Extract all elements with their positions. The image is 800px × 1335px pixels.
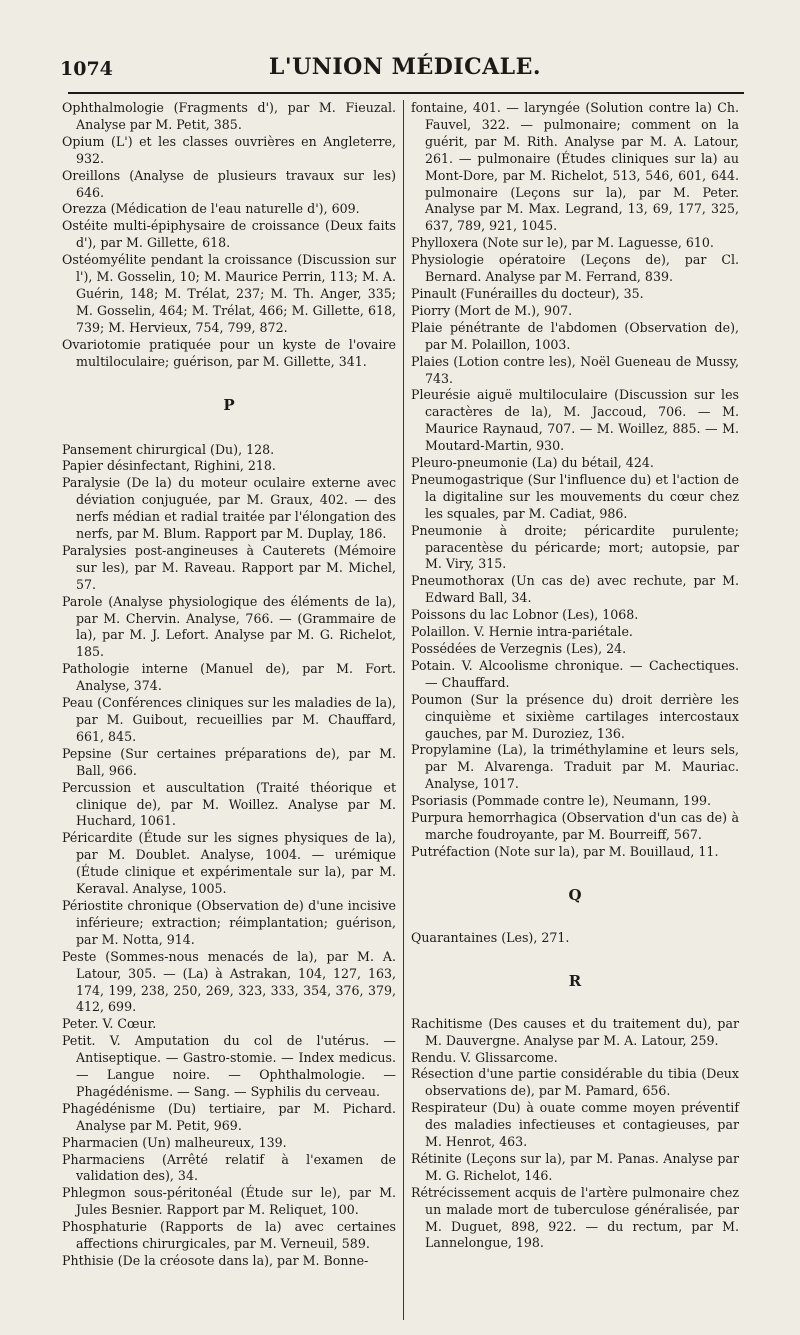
index-entry: Pathologie interne (Manuel de), par M. Fort. Analyse, 374. (62, 661, 396, 694)
index-entry: Potain. V. Alcoolisme chronique. — Cachectiques. — Chauffard. (411, 657, 739, 690)
index-entry: Pneumogastrique (Sur l'influence du) et l'action de la digitaline sur les mouvements du cœur chez les squales, par M. Cadiat, 986. (411, 471, 739, 521)
index-entry: Rétinite (Leçons sur la), par M. Panas. Analyse par M. G. Richelot, 146. (411, 1150, 739, 1183)
index-entry: Possédées de Verzegnis (Les), 24. (411, 641, 627, 656)
page-header (60, 52, 750, 88)
index-entry: Phosphaturie (Rapports de la) avec certaines affections chirurgicales, par M. Verneuil, 589. (62, 1219, 396, 1252)
index-entry: Pleuro-pneumonie (La) du bétail, 424. (411, 455, 654, 471)
index-entry: Pleurésie aiguë multiloculaire (Discussion sur les caractères de la), M. Jaccoud, 706. — M. Maurice Raynaud, 707. — M. Woillez, 885. — M. Moutard-Martin, 930. (411, 387, 739, 454)
section-letter-p: P (223, 395, 235, 414)
index-entry: Ostéomyélite pendant la croissance (Discussion sur l'), M. Gosselin, 10; M. Maurice Perrin, 113; M. A. Guérin, 148; M. Trélat, 237; M. Th. Anger, 335; M. Gosselin, 464; M. Trélat, 466; M. Gillette, 618, 739; M. Hervieux, 754, 799, 872. (62, 252, 396, 335)
index-entry: Rétrécissement acquis de l'artère pulmonaire chez un malade mort de tuberculose généralisée, par M. Duguet, 898, 922. — du rectum, par M. Lannelongue, 198. (411, 1184, 739, 1251)
index-entry: Piorry (Mort de M.), 907. (411, 302, 573, 318)
index-entry: Pansement chirurgical (Du), 128. (62, 441, 275, 457)
index-entry: Péricardite (Étude sur les signes physiques de la), par M. Doublet. Analyse, 1004. — urémique (Étude clinique et expérimentale sur la), par M. Keraval. Analyse, 1005. (62, 830, 396, 897)
index-entry: Poumon (Sur la présence du) droit derrière les cinquième et sixième cartilages intercostaux gauches, par M. Duroziez, 136. (411, 691, 739, 741)
index-entry: Résection d'une partie considérable du tibia (Deux observations de), par M. Pamard, 656. (411, 1066, 739, 1099)
index-entry: Propylamine (La), la triméthylamine et leurs sels, par M. Alvarenga. Traduit par M. Mauriac. Analyse, 1017. (411, 742, 739, 792)
right-column (411, 100, 739, 1252)
index-entry: Parole (Analyse physiologique des éléments de la), par M. Chervin. Analyse, 766. — (Grammaire de la), par M. J. Lefort. Analyse par M. G. Richelot, 185. (62, 593, 396, 660)
section-p-continued-entries (411, 100, 739, 861)
index-entry: Rachitisme (Des causes et du traitement du), par M. Dauvergne. Analyse par M. A. Latour, 259. (411, 1015, 739, 1048)
index-entry: Peter. V. Cœur. (62, 1016, 157, 1032)
index-entry: Psoriasis (Pommade contre le), Neumann, 199. (411, 793, 712, 809)
index-entry: Pinault (Funérailles du docteur), 35. (411, 285, 644, 301)
section-p-entries (62, 442, 396, 1270)
index-entry: Ophthalmologie (Fragments d'), par M. Fieuzal. Analyse par M. Petit, 385. (62, 100, 396, 132)
index-entry: Pepsine (Sur certaines préparations de), par M. Ball, 966. (62, 745, 396, 778)
index-entry: Quarantaines (Les), 271. (411, 929, 570, 945)
index-entry: Périostite chronique (Observation de) d'une incisive inférieure; extraction; réimplantation; guérison, par M. Notta, 914. (62, 897, 396, 947)
index-entry: Paralysies post-angineuses à Cauterets (Mémoire sur les), par M. Raveau. Rapport par M. Michel, 57. (62, 542, 396, 592)
index-entry: Poissons du lac Lobnor (Les), 1068. (411, 607, 639, 623)
index-entry: Respirateur (Du) à ouate comme moyen préventif des maladies infectieuses et contagieuses, par M. Henrot, 463. (411, 1100, 739, 1150)
index-entry: Plaie pénétrante de l'abdomen (Observation de), par M. Polaillon, 1003. (411, 319, 739, 352)
index-entry: Purpura hemorrhagica (Observation d'un cas de) à marche foudroyante, par M. Bourreiff, 567. (411, 810, 739, 842)
index-entry: Pneumonie à droite; péricardite purulente; paracentèse du péricarde; mort; autopsie, par M. Viry, 315. (411, 522, 739, 572)
index-entry: Pharmaciens (Arrêté relatif à l'examen de validation des), 34. (62, 1151, 396, 1184)
index-entry: Paralysie (De la) du moteur oculaire externe avec déviation conjuguée, par M. Graux, 402. — des nerfs médian et radial traitée par l'élongation des nerfs, par M. Blum. Rapport par M. Duplay, 186. (62, 475, 396, 542)
left-column (62, 100, 396, 1270)
index-entry: Phlegmon sous-péritonéal (Étude sur le), par M. Jules Besnier. Rapport par M. Reliquet, 100. (62, 1185, 396, 1218)
index-entry: Peau (Conférences cliniques sur les maladies de la), par M. Guibout, recueillies par M. Chauffard, 661, 845. (62, 695, 396, 744)
index-entry: Pneumothorax (Un cas de) avec rechute, par M. Edward Ball, 34. (411, 573, 739, 606)
page-number: 1074 (60, 58, 113, 80)
column-divider (403, 100, 404, 1320)
section-letter-r: R (568, 971, 582, 990)
index-entry: Orezza (Médication de l'eau naturelle d'), 609. (62, 201, 360, 217)
index-entry: Ostéite multi-épiphysaire de croissance (Deux faits d'), par M. Gillette, 618. (62, 218, 396, 251)
header-rule (68, 92, 744, 94)
section-q-entries (411, 930, 739, 947)
index-entry: Plaies (Lotion contre les), Noël Gueneau de Mussy, 743. (411, 353, 739, 386)
index-entry: Papier désinfectant, Righini, 218. (62, 458, 276, 474)
index-entry: Petit. V. Amputation du col de l'utérus. — Antiseptique. — Gastro-stomie. — Index medicus. — Langue noire. — Ophthalmologie. — Phagédénisme. — Sang. — Syphilis du cerveau. (62, 1033, 396, 1099)
index-entry: Phagédénisme (Du) tertiaire, par M. Pichard. Analyse par M. Petit, 969. (62, 1100, 396, 1133)
index-entry: Percussion et auscultation (Traité théorique et clinique de), par M. Woillez. Analyse par M. Huchard, 1061. (62, 779, 396, 829)
index-entry: Opium (L') et les classes ouvrières en Angleterre, 932. (62, 133, 396, 166)
index-entry: Pharmacien (Un) malheureux, 139. (62, 1134, 287, 1150)
index-entry: Peste (Sommes-nous menacés de la), par M. A. Latour, 305. — (La) à Astrakan, 104, 127, 163, 174, 199, 238, 250, 269, 323, 333, 354, 376, 379, 412, 699. (62, 948, 396, 1015)
index-entry: Ovariotomie pratiquée pour un kyste de l'ovaire multiloculaire; guérison, par M. Gillette, 341. (62, 336, 396, 369)
journal-title: L'UNION MÉDICALE. (268, 54, 542, 80)
index-entry: Phthisie (De la créosote dans la), par M. Bonne- (62, 1253, 369, 1268)
index-entry: Polaillon. V. Hernie intra-pariétale. (411, 624, 633, 640)
index-entry: Oreillons (Analyse de plusieurs travaux sur les) 646. (62, 167, 396, 200)
section-letter-q: Q (568, 885, 582, 904)
index-entry: Phylloxera (Note sur le), par M. Laguesse, 610. (411, 235, 714, 251)
index-entry: Putréfaction (Note sur la), par M. Bouillaud, 11. (411, 843, 719, 859)
index-entry: Rendu. V. Glissarcome. (411, 1049, 558, 1065)
section-r-entries (411, 1016, 739, 1253)
index-entry: Physiologie opératoire (Leçons de), par Cl. Bernard. Analyse par M. Ferrand, 839. (411, 252, 739, 285)
index-entry: fontaine, 401. — laryngée (Solution contre la) Ch. Fauvel, 322. — pulmonaire; comment on la guérit, par M. Rith. Analyse par M. A. Latour, 261. — pulmonaire (Études cliniques sur la) au Mont-Dore, par M. Richelot, 513, 546, 601, 644. pulmonaire (Leçons sur la), par M. Peter. Analyse par M. Max. Legrand, 13, 69, 177, 325, 637, 789, 921, 1045. (411, 100, 739, 234)
section-o-entries (62, 100, 396, 371)
